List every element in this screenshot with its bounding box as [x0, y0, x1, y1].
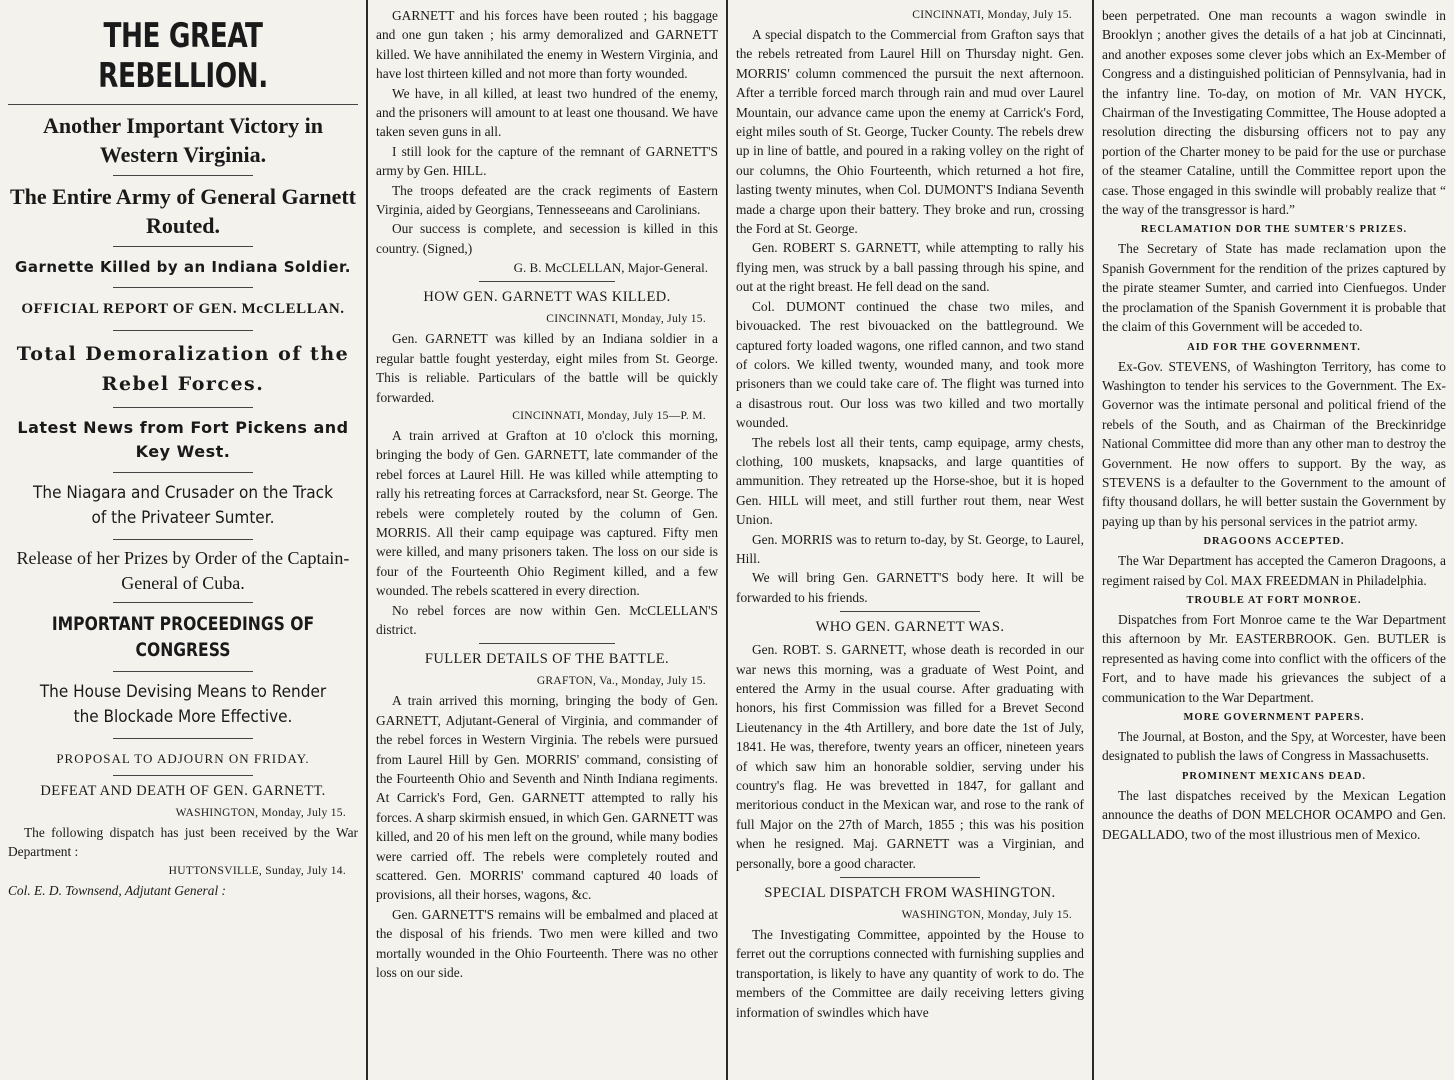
deck-official-report: OFFICIAL REPORT OF GEN. McCLELLAN. [21, 301, 345, 317]
deck-fort-pickens: Latest News from Fort Pickens and Key West. [17, 418, 349, 461]
section-head-fuller-details: FULLER DETAILS OF THE BATTLE. [424, 651, 670, 668]
article-paragraph: The Journal, at Boston, and the Spy, at Worcester, have been designated to publish the laws of Congress in Massachusetts. [1102, 729, 1446, 764]
section-head-how-killed: HOW GEN. GARNETT WAS KILLED. [423, 289, 671, 306]
deck-congress: IMPORTANT PROCEEDINGS OF CONGRESS [51, 613, 315, 661]
deck-prizes-release: Release of her Prizes by Order of the Captain-General of Cuba. [16, 548, 350, 593]
article-paragraph: Gen. GARNETT'S remains will be embalmed and placed at the disposal of his friends. Two men were killed and two mortally wounded in the Ohio Fourteenth. There was no other loss on our side. [376, 906, 718, 981]
article-paragraph: The following dispatch has just been received by the War Department : [8, 825, 358, 860]
article-paragraph: Gen. ROBT. S. GARNETT, whose death is recorded in our war news this morning, was a graduate of West Point, and entered the Army in the usual course. After graduating with honors, his first Commission was filled for a Brevet Second Lieutenancy in the 4th Artillery, and bore date the 1st of July, 1841. He was, therefore, twenty years an officer, nineteen years of which saw him an honorable soldier, serving under his country's flag. He was brevetted in 1847, for gallant and meritorious conduct in the Mexican war, and rose to the rank of full Major on the 27th of March, 1855 ; this was his position when he resigned. Maj. GARNETT was a Virginian, and personally, bore a good character. [736, 642, 1084, 871]
column-2 [368, 0, 726, 1080]
dateline-washington: WASHINGTON, Monday, July 15. [901, 909, 1072, 922]
section-head-defeat: DEFEAT AND DEATH OF GEN. GARNETT. [40, 783, 326, 799]
column-1 [0, 0, 366, 1080]
section-head-special-dispatch: SPECIAL DISPATCH FROM WASHINGTON. [764, 885, 1056, 902]
article-paragraph: The rebels lost all their tents, camp equipage, army chests, clothing, 100 muskets, knapsacks, and large quantities of ammunition. They retreated up the Horse-shoe, but it is hoped Gen. HILL will meet, and still further rout them, near West Union. [736, 434, 1084, 528]
article-paragraph: GARNETT and his forces have been routed ; his baggage and one gun taken ; his army demoralized and GARNETT killed. We have annihilated the enemy in Western Virginia, and have lost thirteen killed and not more than forty wounded. [376, 8, 718, 82]
section-head-who-garnett: WHO GEN. GARNETT WAS. [815, 619, 1005, 636]
article-paragraph: The last dispatches received by the Mexican Legation announce the deaths of DON MELCHOR OCAMPO and Gen. DEGALLADO, two of the most illustrious men of Mexico. [1102, 787, 1446, 842]
article-paragraph: We will bring Gen. GARNETT'S body here. It will be forwarded to his friends. [736, 570, 1084, 605]
salutation: Col. E. D. Townsend, Adjutant General : [8, 882, 226, 898]
article-paragraph: The War Department has accepted the Cameron Dragoons, a regiment raised by Col. MAX FREEDMAN in Philadelphia. [1102, 553, 1446, 588]
article-paragraph: The Secretary of State has made reclamation upon the Spanish Government for the rendition of the prizes captured by the pirate steamer Sumter, and carried into Cienfuegos. Under the proclamation of the Spanish Government it is probable that the claim of this Government will be acceded to. [1102, 241, 1446, 335]
dateline-cincinnati-pm: CINCINNATI, Monday, July 15—P. M. [512, 409, 706, 422]
deck-demoralization: Total Demoralization of the Rebel Forces. [16, 343, 350, 395]
signature: G. B. McCLELLAN, Major-General. [513, 260, 708, 276]
deck-garnette-killed: Garnette Killed by an Indiana Soldier. [15, 258, 351, 276]
deck-army-routed: The Entire Army of General Garnett Routed. [9, 184, 357, 238]
section-head-aid: AID FOR THE GOVERNMENT. [1187, 341, 1361, 353]
article-paragraph: Gen. GARNETT was killed by an Indiana soldier in a regular battle fought yesterday, eight miles from St. George. This is reliable. Particulars of the battle will be quickly forwarded. [376, 331, 718, 405]
deck-blockade: The House Devising Means to Render the Blockade More Effective. [39, 682, 327, 727]
headline-main: THE GREAT REBELLION. [98, 16, 268, 96]
deck-adjourn: PROPOSAL TO ADJOURN ON FRIDAY. [56, 751, 310, 766]
deck-niagara: The Niagara and Crusader on the Track of the Privateer Sumter. [33, 483, 333, 528]
dateline-huttonsville: HUTTONSVILLE, Sunday, July 14. [168, 864, 346, 877]
deck-victory: Another Important Victory in Western Virginia. [42, 113, 324, 167]
dateline-grafton: GRAFTON, Va., Monday, July 15. [536, 675, 706, 688]
column-4 [1094, 0, 1454, 1080]
column-3 [728, 0, 1092, 1080]
article-paragraph: The troops defeated are the crack regiments of Eastern Virginia, aided by Georgians, Tennesseeans and Carolinians. [376, 182, 718, 218]
dateline-washington: WASHINGTON, Monday, July 15. [175, 807, 346, 819]
section-head-dragoons: DRAGOONS ACCEPTED. [1203, 536, 1345, 548]
article-paragraph: No rebel forces are now within Gen. McCLELLAN'S district. [376, 602, 718, 637]
article-paragraph: We have, in all killed, at least two hundred of the enemy, and the prisoners will amount to at least one thousand. We have taken seven guns in all. [376, 85, 718, 140]
article-paragraph: Col. DUMONT continued the chase two miles, and bivouacked. The rest bivouacked on the battleground. We captured forty loaded wagons, one rifled cannon, and two stand of colors. We killed twenty, wounded many, and took more prisoners than we could take care of. The flight was turned into a disastrous rout. Our loss was two killed and two mortally wounded. [736, 298, 1084, 431]
section-head-fort-monroe: TROUBLE AT FORT MONROE. [1186, 594, 1362, 606]
article-paragraph: Gen. MORRIS was to return to-day, by St. George, to Laurel, Hill. [736, 531, 1084, 566]
section-head-reclamation: RECLAMATION DOR THE SUMTER'S PRIZES. [1140, 224, 1408, 236]
article-paragraph: A train arrived at Grafton at 10 o'clock this morning, bringing the body of Gen. GARNETT, late commander of the rebel forces at Laurel Hill. He was killed while attempting to rally his retreating forces at Carracksford, near St. George. The rebels were completely routed by the column of Gen. MORRIS. All their camp equipage was captured. Fifty men were killed, and many prisoners taken. The loss on our side is four of the Fourteenth Ohio Regiment killed, and a few wounded. The rebels scattered in every direction. [376, 427, 718, 599]
article-paragraph: Gen. ROBERT S. GARNETT, while attempting to rally his flying men, was struck by a ball passing through his spine, and out at the right breast. He fell dead on the sand. [736, 240, 1084, 295]
article-paragraph: I still look for the capture of the remnant of GARNETT'S army by Gen. HILL. [376, 143, 718, 179]
article-paragraph: The Investigating Committee, appointed by the House to ferret out the corruptions connected with furnishing supplies and transportation, is likely to have any quantity of work to do. The members of the Committee are daily receiving letters giving information of swindles which have [736, 927, 1084, 1020]
section-head-government-papers: MORE GOVERNMENT PAPERS. [1183, 712, 1365, 723]
article-paragraph: Our success is complete, and secession is killed in this country. (Signed,) [376, 221, 718, 256]
section-head-mexicans: PROMINENT MEXICANS DEAD. [1182, 770, 1366, 782]
dateline-cincinnati: CINCINNATI, Monday, July 15. [912, 9, 1072, 21]
article-paragraph: been perpetrated. One man recounts a wagon swindle in Brooklyn ; another gives the details of a hat job at Cincinnati, and another exposes some clever jobs which an Ex-Member of Congress and a distinguished politician of Pennsylvania, had in the infantry line. To-day, on motion of Mr. VAN HYCK, Chairman of the Investigating Committee, The House adopted a resolution directing the disbursing officers not to pay any portion of the Charter money to be paid for the use or purchase of the steamer Cataline, untill the Committee report upon the case. Those engaged in this swindle will probably realize that “ the way of the transgressor is hard.” [1102, 8, 1446, 218]
dateline-cincinnati: CINCINNATI, Monday, July 15. [546, 313, 706, 326]
article-paragraph: Dispatches from Fort Monroe came te the War Department this afternoon by Mr. EASTERBROOK. Gen. BUTLER is represented as having come into conflict with the officers of the Fort, and to have made his grievances the subject of a communication to the War Department. [1102, 611, 1446, 705]
article-paragraph: A train arrived this morning, bringing the body of Gen. GARNETT, Adjutant-General of Virginia, and commander of the rebel forces in Western Virginia. The rebels were pursued from Laurel Hill by Gen. MORRIS' command, consisting of the Fourteenth Ohio and Seventh and Ninth Indiana regiments. At Carrick's Ford, Gen. GARNETT attempted to rally his forces. A sharp skirmish ensued, in which Gen. GARNETT was killed, and 20 of his men left on the ground, while many bodies were carried off. The rebels were completely routed and scattered. Gen. MORRIS' command captured 40 loads of provisions, all their horses, wagons, &c. [376, 693, 718, 903]
article-paragraph: A special dispatch to the Commercial from Grafton says that the rebels retreated from Laurel Hill on Thursday night. Gen. MORRIS' column commenced the pursuit the next afternoon. After a terrible forced march through rain and mud over Laurel Mountain, our advance came upon the enemy at Carrick's Ford, eight miles south of St. George, Tucker County. The rebels drew up in line of battle, and poured in a raking volley on the right of our columns, the Ohio Fourteenth, which returned a hot fire, lasting twenty minutes, when Col. DUMONT'S Indiana Seventh made a charge upon their battery. They broke and run, crossing the Ford at St. George. [736, 27, 1084, 237]
article-paragraph: Ex-Gov. STEVENS, of Washington Territory, has come to Washington to tender his services to the Government. The Ex-Governor was the intimate personal and political friend of the rebels of the South, and as Chairman of the Breckinridge National Committee did more than any other man to destroy the Government. He now offers to support. By the way, as STEVENS is a defaulter to the Government to the amount of fifty thousand dollars, he will better sustain the Government by paying up than by his personal services in the patriot army. [1102, 358, 1446, 529]
